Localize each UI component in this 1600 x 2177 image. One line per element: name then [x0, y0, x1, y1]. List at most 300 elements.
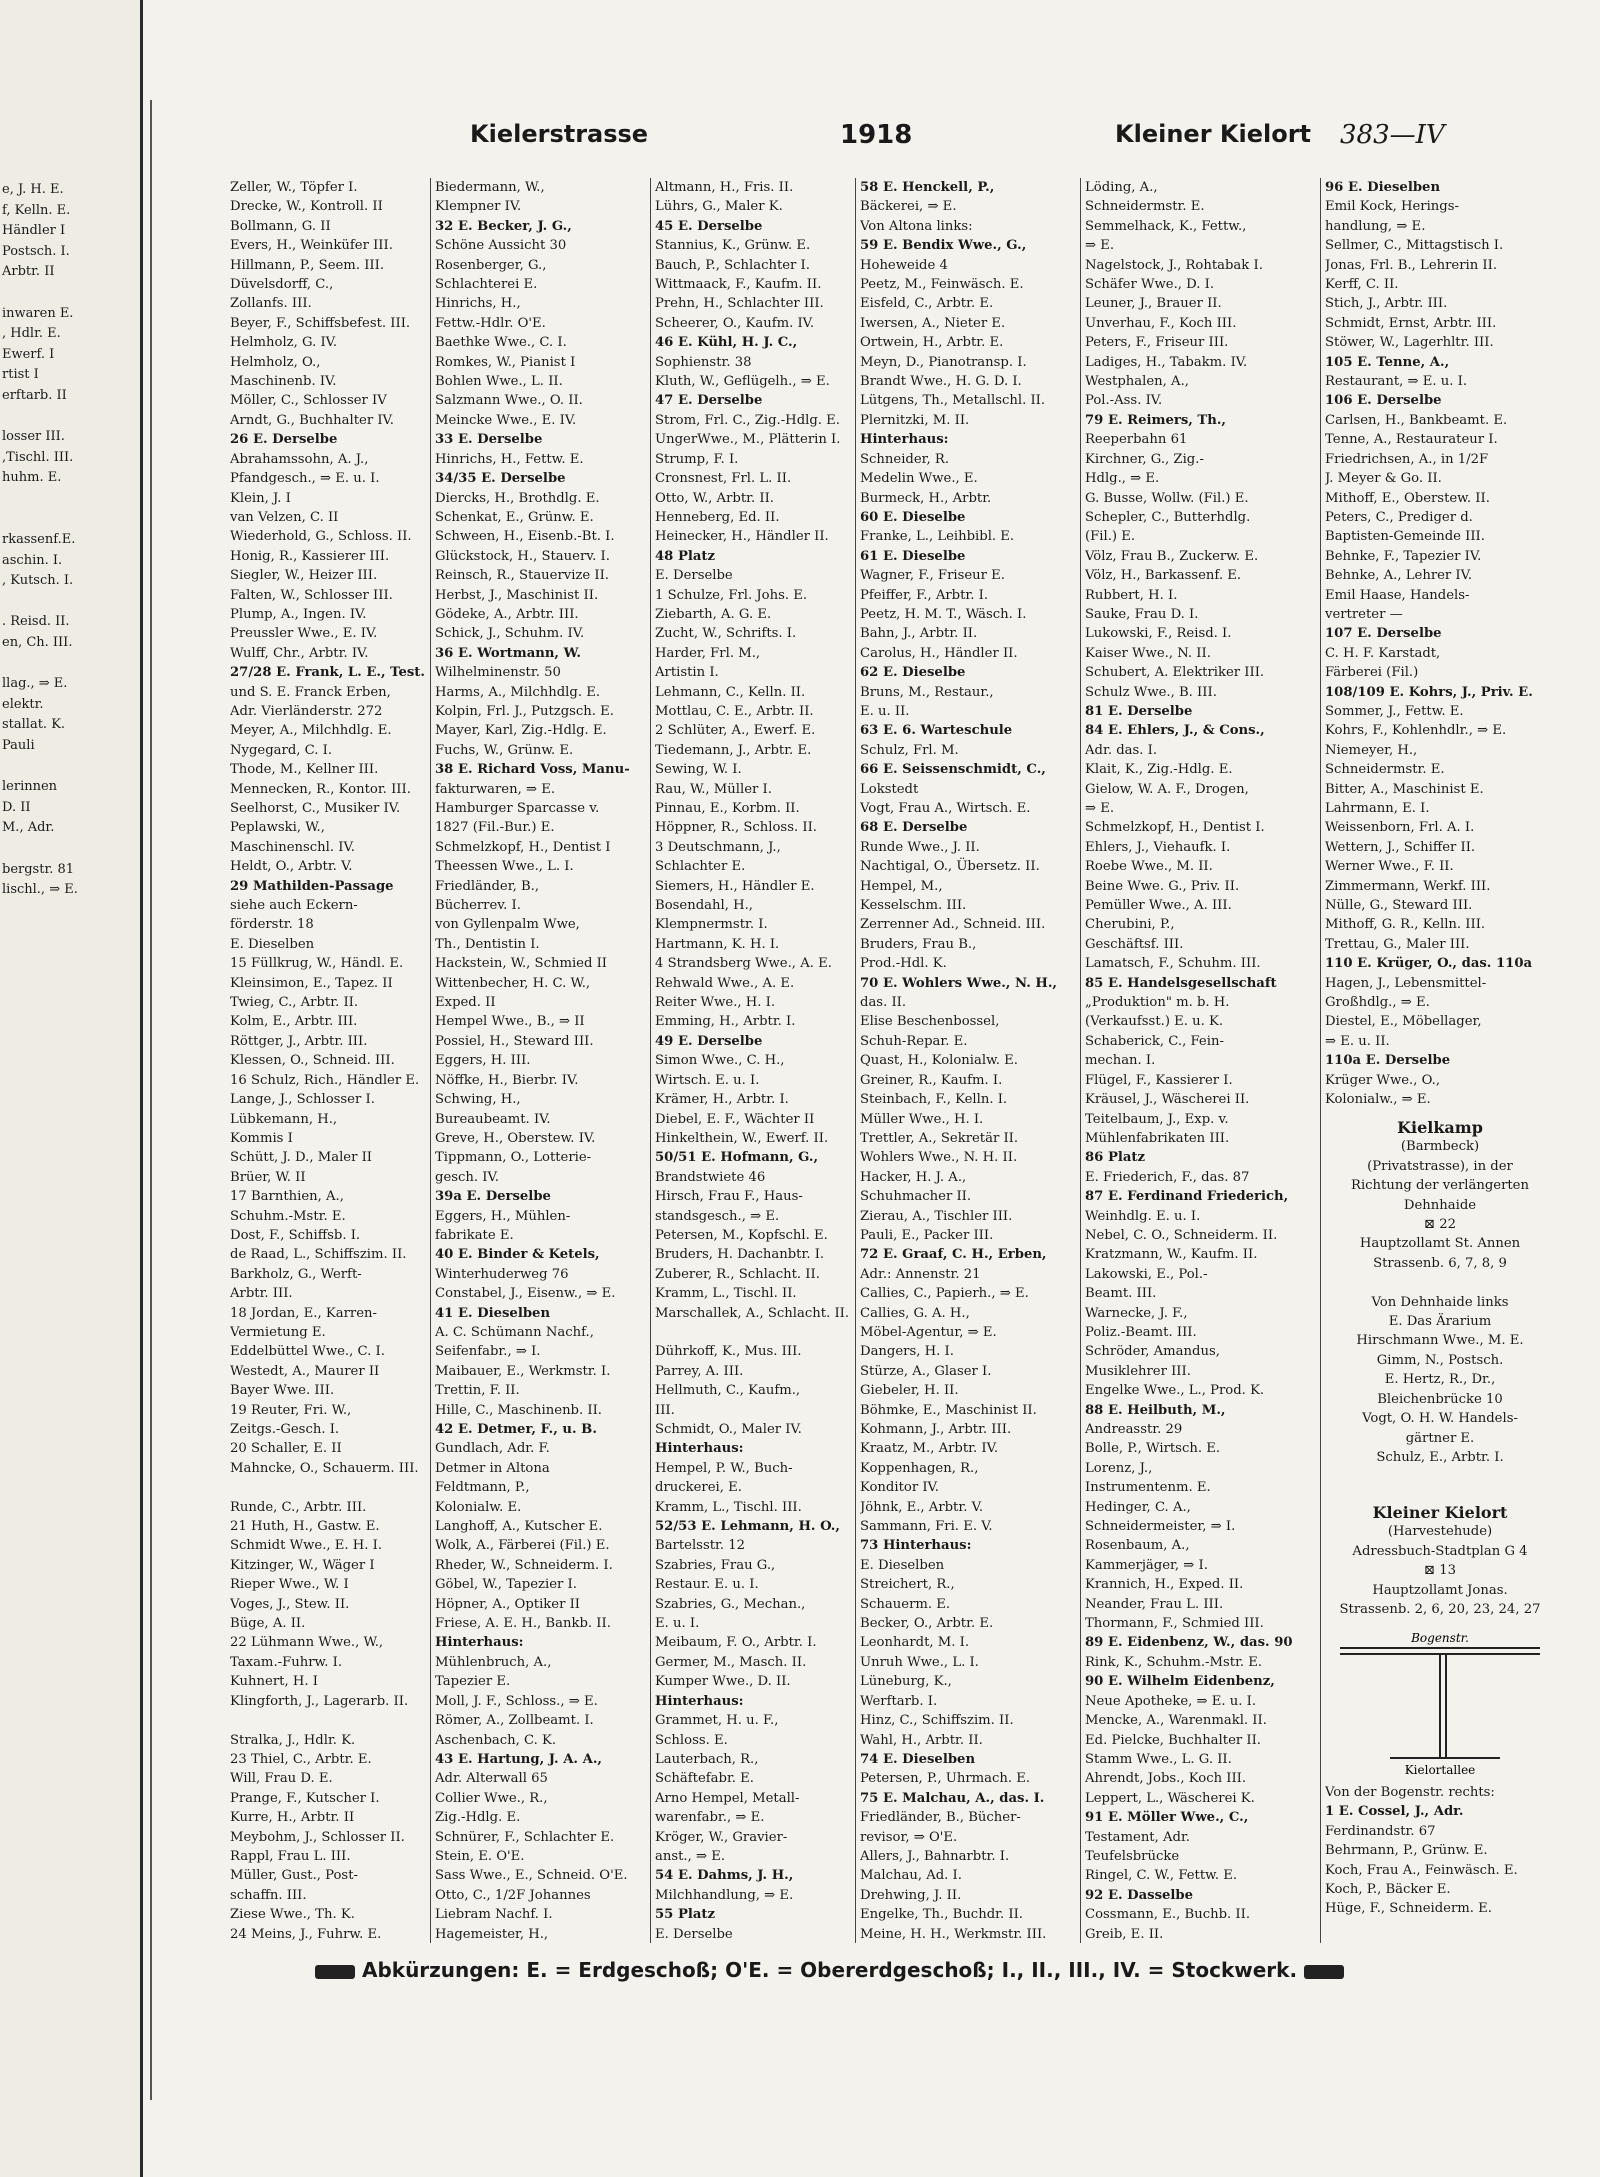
- previous-page-line: stallat. K.: [2, 717, 66, 733]
- directory-entry: 22 Lühmann Wwe., W.,: [230, 1635, 384, 1651]
- directory-entry: Maibauer, E., Werkmstr. I.: [435, 1363, 611, 1379]
- directory-entry: Arndt, G., Buchhalter IV.: [230, 412, 394, 428]
- directory-entry: Biedermann, W.,: [435, 180, 545, 195]
- directory-entry: 27/28 E. Frank, L. E., Test.: [230, 665, 425, 681]
- directory-entry: Hagemeister, H.,: [435, 1926, 549, 1942]
- directory-entry: mechan. I.: [1085, 1053, 1156, 1069]
- directory-entry: Siemers, H., Händler E.: [655, 878, 815, 894]
- directory-entry: Kammerjäger, ⇒ I.: [1085, 1557, 1208, 1573]
- directory-entry: J. Meyer & Go. II.: [1325, 471, 1442, 487]
- directory-entry: Salzmann Wwe., O. II.: [435, 393, 583, 409]
- directory-entry: Kraatz, M., Arbtr. IV.: [860, 1441, 999, 1457]
- directory-entry: Stralka, J., Hdlr. K.: [230, 1732, 356, 1748]
- directory-entry: Instrumentenm. E.: [1085, 1480, 1211, 1496]
- directory-entry: Drecke, W., Kontroll. II: [230, 199, 383, 215]
- directory-entry: Th., Dentistin I.: [435, 936, 540, 952]
- directory-entry: Kolonialw., ⇒ E.: [1325, 1092, 1431, 1108]
- directory-entry: 107 E. Derselbe: [1325, 626, 1442, 642]
- directory-entry: 26 E. Derselbe: [230, 432, 338, 448]
- directory-entry: Sommer, J., Fettw. E.: [1325, 703, 1464, 719]
- directory-entry: Ed. Pielcke, Buchhalter II.: [1085, 1732, 1261, 1748]
- directory-entry: Hagen, J., Lebensmittel-: [1325, 975, 1487, 991]
- directory-entry: Kesselschm. III.: [860, 898, 967, 914]
- directory-entry: 96 E. Dieselben: [1325, 180, 1441, 195]
- directory-entry: Reiter Wwe., H. I.: [655, 995, 776, 1011]
- directory-entry: 81 E. Derselbe: [1085, 703, 1193, 719]
- directory-entry: Lange, J., Schlosser I.: [230, 1092, 375, 1108]
- directory-entry: Steinbach, F., Kelln. I.: [860, 1092, 1008, 1108]
- directory-entry: Zimmermann, Werkf. III.: [1325, 878, 1491, 894]
- directory-entry: Gimm, N., Postsch.: [1376, 1352, 1504, 1368]
- directory-entry: Kohrs, F., Kohlenhdlr., ⇒ E.: [1325, 723, 1507, 739]
- previous-page-line: D. II: [2, 799, 31, 815]
- directory-entry: Mennecken, R., Kontor. III.: [230, 781, 411, 797]
- directory-entry: Reeperbahn 61: [1085, 432, 1188, 448]
- directory-entry: Hirschmann Wwe., M. E.: [1356, 1333, 1524, 1349]
- directory-entry: Wolk, A., Färberei (Fil.) E.: [435, 1538, 610, 1554]
- directory-entry: Kleiner Kielort: [1372, 1503, 1508, 1522]
- previous-page-line: [2, 407, 140, 428]
- directory-entry: Sophienstr. 38: [655, 354, 752, 370]
- directory-entry: Schneidermeister, ⇒ I.: [1085, 1519, 1236, 1535]
- directory-entry: förderstr. 18: [230, 917, 314, 933]
- directory-entry: Möller, C., Schlosser IV: [230, 393, 387, 409]
- directory-entry: Gödeke, A., Arbtr. III.: [435, 606, 579, 622]
- directory-entry: Hamburger Sparcasse v.: [435, 801, 600, 816]
- directory-entry: Kohmann, J., Arbtr. III.: [860, 1422, 1012, 1437]
- column-divider: [1080, 178, 1081, 1943]
- directory-entry: siehe auch Eckern-: [230, 898, 358, 914]
- directory-entry: Becker, O., Arbtr. E.: [860, 1616, 994, 1632]
- directory-entry: Ziese Wwe., Th. K.: [230, 1907, 355, 1923]
- directory-entry: Evers, H., Weinküfer III.: [230, 238, 393, 254]
- directory-entry: Seelhorst, C., Musiker IV.: [230, 801, 401, 816]
- directory-entry: Kommis I: [230, 1130, 293, 1146]
- directory-entry: Glückstock, H., Stauerv. I.: [435, 548, 610, 564]
- directory-entry: Klein, J. I: [230, 490, 291, 506]
- directory-entry: Wulff, Chr., Arbtr. IV.: [230, 645, 369, 661]
- directory-entry: Krüger Wwe., O.,: [1325, 1072, 1441, 1088]
- directory-entry: Hacker, H. J. A.,: [860, 1169, 967, 1185]
- directory-entry: 84 E. Ehlers, J., & Cons.,: [1085, 723, 1265, 739]
- directory-entry: das. II.: [860, 995, 907, 1011]
- directory-entry: Cherubini, P.,: [1085, 917, 1175, 933]
- directory-entry: Artistin I.: [655, 665, 719, 681]
- directory-entry: Preussler Wwe., E. IV.: [230, 626, 378, 642]
- directory-entry: Löding, A.,: [1085, 180, 1158, 195]
- directory-entry: Runde Wwe., J. II.: [860, 839, 980, 855]
- directory-entry: 50/51 E. Hofmann, G.,: [655, 1150, 819, 1166]
- directory-entry: Sammann, Fri. E. V.: [860, 1519, 993, 1535]
- directory-entry: Bohlen Wwe., L. II.: [435, 374, 563, 390]
- directory-entry: 68 E. Derselbe: [860, 820, 968, 836]
- directory-entry: 39a E. Derselbe: [435, 1189, 551, 1205]
- directory-entry: Höpner, A., Optiker II: [435, 1596, 580, 1612]
- previous-page-line: elektr.: [2, 696, 44, 712]
- directory-entry: Engelke Wwe., L., Prod. K.: [1085, 1383, 1265, 1399]
- directory-entry: Strom, Frl. C., Zig.-Hdlg. E.: [655, 412, 840, 428]
- directory-entry: 55 Platz: [655, 1907, 715, 1923]
- directory-entry: Adr.: Annenstr. 21: [860, 1266, 981, 1282]
- previous-page-line: . Reisd. II.: [2, 614, 70, 630]
- directory-entry: Falten, W., Schlosser III.: [230, 587, 393, 603]
- directory-entry: 15 Füllkrug, W., Händl. E.: [230, 956, 404, 972]
- previous-page-line: [2, 510, 140, 531]
- directory-entry: Nöffke, H., Bierbr. IV.: [435, 1072, 579, 1088]
- directory-entry: Petersen, M., Kopfschl. E.: [655, 1227, 828, 1243]
- directory-entry: Römer, A., Zollbeamt. I.: [435, 1713, 594, 1729]
- directory-entry: Koppenhagen, R.,: [860, 1460, 979, 1476]
- directory-entry: Schäftefabr. E.: [655, 1771, 755, 1787]
- directory-entry: Liebram Nachf. I.: [435, 1907, 553, 1923]
- directory-entry: 49 E. Derselbe: [655, 1033, 763, 1049]
- directory-entry: Schubert, A. Elektriker III.: [1085, 665, 1265, 681]
- directory-entry: Hdlg., ⇒ E.: [1085, 471, 1160, 487]
- directory-entry: Mühlenbruch, A.,: [435, 1654, 552, 1670]
- directory-entry: C. H. F. Karstadt,: [1325, 645, 1441, 661]
- directory-entry: Rappl, Frau L. III.: [230, 1848, 351, 1864]
- directory-entry: Winterhuderweg 76: [435, 1266, 569, 1282]
- directory-entry: Hempel, M.,: [860, 878, 943, 894]
- directory-entry: 110a E. Derselbe: [1325, 1053, 1451, 1069]
- directory-entry: Hauptzollamt Jonas.: [1372, 1582, 1508, 1598]
- directory-entry: anst., ⇒ E.: [655, 1848, 726, 1864]
- directory-entry: gärtner E.: [1405, 1430, 1475, 1446]
- directory-entry: Dehnhaide: [1403, 1197, 1477, 1213]
- directory-entry: 36 E. Wortmann, W.: [435, 645, 581, 661]
- directory-entry: 92 E. Dasselbe: [1085, 1887, 1194, 1903]
- header-page-number: 383—IV: [1340, 120, 1445, 150]
- directory-entry: Hirsch, Frau F., Haus-: [655, 1189, 803, 1205]
- directory-entry: Wohlers Wwe., N. H. II.: [860, 1150, 1018, 1166]
- directory-entry: Neander, Frau L. III.: [1085, 1596, 1224, 1612]
- directory-entry: Beamt. III.: [1085, 1286, 1157, 1302]
- directory-entry: 46 E. Kühl, H. J. C.,: [655, 335, 798, 351]
- directory-entry: Emming, H., Arbtr. I.: [655, 1014, 796, 1030]
- directory-entry: schaffn. III.: [230, 1887, 307, 1903]
- directory-entry: Kitzinger, W., Wäger I: [230, 1557, 375, 1573]
- directory-entry: Testament, Adr.: [1085, 1829, 1191, 1845]
- directory-entry: Ehlers, J., Viehaufk. I.: [1085, 839, 1231, 855]
- directory-entry: Schneidermstr. E.: [1325, 762, 1445, 778]
- directory-entry: Ahrendt, Jobs., Koch III.: [1085, 1771, 1247, 1787]
- abbreviations-footer: [315, 1958, 1465, 1988]
- previous-page-line: [2, 283, 140, 304]
- directory-entry: 61 E. Dieselbe: [860, 548, 966, 564]
- directory-entry: Plernitzki, M. II.: [860, 412, 970, 428]
- column-divider: [650, 178, 651, 1943]
- directory-entry: Ortwein, H., Arbtr. E.: [860, 335, 1004, 351]
- directory-entry: Kramm, L., Tischl. III.: [655, 1499, 802, 1515]
- directory-entry: Feldtmann, P.,: [435, 1480, 530, 1496]
- directory-entry: Wittenbecher, H. C. W.,: [435, 975, 591, 991]
- previous-page-line: huhm. E.: [2, 470, 62, 486]
- previous-page-line: en, Ch. III.: [2, 635, 73, 651]
- directory-entry: Carlsen, H., Bankbeamt. E.: [1325, 412, 1508, 428]
- directory-entry: Hempel, P. W., Buch-: [655, 1460, 793, 1476]
- directory-entry: Poliz.-Beamt. III.: [1085, 1324, 1197, 1340]
- directory-columns: [230, 178, 1560, 1943]
- directory-entry: Mencke, A., Warenmakl. II.: [1085, 1713, 1267, 1729]
- directory-entry: (Barmbeck): [1400, 1139, 1480, 1155]
- directory-entry: Otto, C., 1/2F Johannes: [435, 1887, 591, 1903]
- directory-entry: Kielkamp: [1397, 1118, 1483, 1137]
- directory-entry: Lahrmann, E. I.: [1325, 801, 1430, 816]
- directory-entry: 105 E. Tenne, A.,: [1325, 354, 1450, 370]
- column-divider: [1320, 178, 1321, 1943]
- directory-entry: ⊠ 13: [1423, 1563, 1457, 1579]
- directory-entry: Meyn, D., Pianotransp. I.: [860, 354, 1027, 370]
- directory-entry: Elise Beschenbossel,: [860, 1014, 1000, 1030]
- directory-entry: Wettern, J., Schiffer II.: [1325, 839, 1476, 855]
- directory-entry: Zierau, A., Tischler III.: [860, 1208, 1013, 1224]
- directory-entry: Großhdlg., ⇒ E.: [1325, 995, 1430, 1011]
- directory-entry: Unverhau, F., Koch III.: [1085, 315, 1237, 331]
- directory-entry: Böhmke, E., Maschinist II.: [860, 1402, 1037, 1418]
- directory-entry: Hinrichs, H.,: [435, 296, 521, 312]
- directory-entry: Kumper Wwe., D. II.: [655, 1674, 791, 1690]
- directory-entry: Friedländer, B., Bücher-: [860, 1810, 1021, 1826]
- directory-entry: Sellmer, C., Mittagstisch I.: [1325, 238, 1504, 254]
- directory-entry: Schnürer, F., Schlachter E.: [435, 1829, 615, 1845]
- directory-entry: Bauch, P., Schlachter I.: [655, 257, 810, 273]
- directory-entry: 1 Schulze, Frl. Johs. E.: [655, 587, 808, 603]
- directory-entry: Weissenborn, Frl. A. I.: [1325, 820, 1475, 836]
- directory-entry: Moll, J. F., Schloss., ⇒ E.: [435, 1693, 598, 1709]
- directory-entry: Hoheweide 4: [860, 257, 948, 273]
- header-street-left: Kielerstrasse: [470, 120, 649, 148]
- directory-entry: Kaiser Wwe., N. II.: [1085, 645, 1211, 661]
- directory-entry: Schuhmacher II.: [860, 1189, 972, 1205]
- directory-entry: E. Friederich, F., das. 87: [1085, 1169, 1250, 1185]
- directory-entry: Roebe Wwe., M. II.: [1085, 859, 1213, 875]
- directory-entry: Schwing, H.,: [435, 1092, 521, 1108]
- directory-entry: 60 E. Dieselbe: [860, 509, 966, 525]
- directory-entry: Pauli, E., Packer III.: [860, 1227, 994, 1243]
- directory-entry: 42 E. Detmer, F., u. B.: [435, 1422, 597, 1437]
- directory-entry: Schepler, C., Butterhdlg.: [1085, 509, 1251, 525]
- directory-entry: Teitelbaum, J., Exp. v.: [1085, 1111, 1229, 1127]
- directory-entry: Eisfeld, C., Arbtr. E.: [860, 296, 994, 312]
- directory-entry: warenfabr., ⇒ E.: [655, 1810, 765, 1826]
- directory-entry: Possiel, H., Steward III.: [435, 1033, 594, 1049]
- directory-entry: von Gyllenpalm Wwe,: [435, 917, 580, 933]
- directory-entry: Klait, K., Zig.-Hdlg. E.: [1085, 762, 1233, 778]
- column-3: [655, 178, 850, 1943]
- directory-entry: Helmholz, G. IV.: [230, 335, 338, 351]
- directory-entry: Bureaubeamt. IV.: [435, 1111, 551, 1127]
- directory-entry: Geschäftsf. III.: [1085, 936, 1184, 952]
- directory-entry: Bosendahl, H.,: [655, 898, 753, 914]
- directory-entry: Hüge, F., Schneiderm. E.: [1325, 1901, 1492, 1917]
- directory-entry: Honig, R., Kassierer III.: [230, 548, 390, 564]
- directory-entry: (Verkaufsst.) E. u. K.: [1085, 1014, 1224, 1030]
- directory-entry: Peplawski, W.,: [230, 820, 325, 836]
- directory-entry: Taxam.-Fuhrw. I.: [230, 1654, 343, 1670]
- map-label-kielortallee: Kielortallee: [1404, 1763, 1476, 1777]
- directory-entry: Carolus, H., Händler II.: [860, 645, 1018, 661]
- header-street-right: Kleiner Kielort: [1115, 120, 1312, 148]
- kleiner-kielort-entries: [1325, 1783, 1560, 1943]
- directory-entry: Meibaum, F. O., Arbtr. I.: [655, 1635, 817, 1651]
- directory-entry: Mayer, Karl, Zig.-Hdlg. E.: [435, 723, 607, 739]
- previous-page-line: [2, 592, 140, 613]
- directory-entry: Meybohm, J., Schlosser II.: [230, 1829, 405, 1845]
- directory-entry: 1 E. Cossel, J., Adr.: [1325, 1804, 1464, 1820]
- column-6: [1325, 178, 1555, 1108]
- previous-page-line: erftarb. II: [2, 387, 67, 403]
- directory-entry: de Raad, L., Schiffszim. II.: [230, 1247, 407, 1263]
- directory-entry: Trettler, A., Sekretär II.: [860, 1130, 1019, 1146]
- directory-entry: 47 E. Derselbe: [655, 393, 763, 409]
- directory-entry: 34/35 E. Derselbe: [435, 471, 566, 487]
- directory-entry: Otto, W., Arbtr. II.: [655, 490, 774, 506]
- directory-entry: 45 E. Derselbe: [655, 218, 763, 234]
- directory-entry: Kerff, C. II.: [1325, 277, 1399, 293]
- directory-entry: ⇒ E.: [1085, 238, 1115, 254]
- directory-entry: Adr. Vierländerstr. 272: [230, 703, 383, 719]
- directory-entry: Kirchner, G., Zig.-: [1085, 451, 1204, 467]
- previous-page-line: Pauli: [2, 738, 35, 754]
- directory-entry: Lakowski, E., Pol.-: [1085, 1266, 1208, 1282]
- directory-entry: Ferdinandstr. 67: [1325, 1823, 1436, 1839]
- directory-entry: Neue Apotheke, ⇒ E. u. I.: [1085, 1693, 1257, 1709]
- previous-page-line: Postsch. I.: [2, 243, 70, 259]
- directory-entry: Maschinenb. IV.: [230, 374, 337, 390]
- directory-entry: Zollanfs. III.: [230, 296, 312, 312]
- directory-entry: Adressbuch-Stadtplan G 4: [1352, 1543, 1528, 1559]
- abbreviations-text: Abkürzungen: E. = Erdgeschoß; O'E. = Obererdgeschoß; I., II., III., IV. = Stockwerk.: [361, 1958, 1298, 1982]
- directory-entry: 48 Platz: [655, 548, 715, 564]
- directory-entry: Dührkoff, K., Mus. III.: [655, 1344, 802, 1360]
- previous-page-line: [2, 839, 140, 860]
- directory-entry: Adr. das. I.: [1085, 742, 1158, 758]
- directory-entry: 89 E. Eidenbenz, W., das. 90: [1085, 1635, 1293, 1651]
- directory-entry: gesch. IV.: [435, 1169, 499, 1185]
- directory-entry: Rink, K., Schuhm.-Mstr. E.: [1085, 1654, 1263, 1670]
- directory-entry: Hinkelthein, W., Ewerf. II.: [655, 1130, 829, 1146]
- directory-entry: Prange, F., Kutscher I.: [230, 1790, 380, 1806]
- column-4: [860, 178, 1075, 1943]
- directory-entry: Ringel, C. W., Fettw. E.: [1085, 1868, 1238, 1884]
- previous-page-line: bergstr. 81: [2, 861, 75, 877]
- directory-entry: 106 E. Derselbe: [1325, 393, 1442, 409]
- directory-entry: Schween, H., Eisenb.-Bt. I.: [435, 529, 615, 545]
- directory-entry: 17 Barnthien, A.,: [230, 1189, 344, 1205]
- directory-entry: Kramm, L., Tischl. II.: [655, 1286, 797, 1302]
- directory-entry: Klempnermstr. I.: [655, 917, 768, 933]
- directory-entry: Bleichenbrücke 10: [1377, 1391, 1503, 1407]
- directory-entry: „Produktion" m. b. H.: [1085, 995, 1230, 1011]
- directory-entry: Weinhdlg. E. u. I.: [1085, 1208, 1201, 1224]
- directory-entry: Peetz, H. M. T., Wäsch. I.: [860, 606, 1027, 622]
- directory-entry: Meyer, A., Milchhdlg. E.: [230, 723, 392, 739]
- directory-entry: Tenne, A., Restaurateur I.: [1325, 432, 1498, 448]
- previous-page-line: rkassenf.E.: [2, 532, 76, 548]
- directory-entry: Müller Wwe., H. I.: [860, 1111, 984, 1127]
- directory-entry: Leuner, J., Brauer II.: [1085, 296, 1222, 312]
- directory-entry: Sauke, Frau D. I.: [1085, 606, 1199, 622]
- directory-entry: Voges, J., Stew. II.: [230, 1596, 350, 1612]
- directory-entry: Von der Bogenstr. rechts:: [1325, 1785, 1495, 1800]
- directory-entry: Mahncke, O., Schauerm. III.: [230, 1460, 419, 1476]
- directory-entry: Pemüller Wwe., A. III.: [1085, 898, 1232, 914]
- directory-entry: Adr. Alterwall 65: [435, 1771, 548, 1787]
- directory-entry: 40 E. Binder & Ketels,: [435, 1247, 600, 1263]
- directory-entry: Strassenb. 6, 7, 8, 9: [1373, 1255, 1507, 1271]
- directory-entry: Bolle, P., Wirtsch. E.: [1085, 1441, 1221, 1457]
- directory-entry: Werftarb. I.: [860, 1693, 938, 1709]
- directory-entry: Romkes, W., Pianist I: [435, 354, 576, 370]
- directory-entry: Mühlenfabrikaten III.: [1085, 1130, 1230, 1146]
- directory-entry: Zeitgs.-Gesch. I.: [230, 1422, 340, 1437]
- directory-entry: Diebel, E. F., Wächter II: [655, 1111, 815, 1127]
- directory-entry: 16 Schulz, Rich., Händler E.: [230, 1072, 420, 1088]
- directory-entry: Pfandgesch., ⇒ E. u. I.: [230, 471, 380, 487]
- directory-entry: Vogt, Frau A., Wirtsch. E.: [860, 801, 1031, 816]
- directory-entry: Behnke, A., Lehrer IV.: [1325, 568, 1473, 584]
- directory-entry: Emil Haase, Handels-: [1325, 587, 1470, 603]
- directory-entry: Krämer, H., Arbtr. I.: [655, 1092, 789, 1108]
- directory-entry: Cossmann, E., Buchb. II.: [1085, 1907, 1251, 1923]
- directory-entry: Lührs, G., Maler K.: [655, 199, 783, 215]
- directory-entry: Medelin Wwe., E.: [860, 471, 978, 487]
- directory-entry: Diercks, H., Brothdlg. E.: [435, 490, 600, 506]
- directory-entry: Gielow, W. A. F., Drogen,: [1085, 781, 1249, 797]
- directory-entry: Lütgens, Th., Metallschl. II.: [860, 393, 1046, 409]
- directory-entry: E. Dieselben: [230, 936, 315, 952]
- directory-entry: Behnke, F., Tapezier IV.: [1325, 548, 1482, 564]
- directory-entry: Drehwing, J. II.: [860, 1887, 962, 1903]
- directory-entry: Leonhardt, M. I.: [860, 1635, 970, 1651]
- directory-entry: Lamatsch, F., Schuhm. III.: [1085, 956, 1261, 972]
- directory-entry: revisor, ⇒ O'E.: [860, 1829, 958, 1845]
- directory-entry: Dangers, H. I.: [860, 1344, 954, 1360]
- previous-page-line: f, Kelln. E.: [2, 202, 71, 218]
- directory-entry: Stein, E. O'E.: [435, 1848, 525, 1864]
- directory-entry: Milchhandlung, ⇒ E.: [655, 1887, 794, 1903]
- directory-entry: Kolm, E., Arbtr. III.: [230, 1014, 358, 1030]
- directory-entry: Kuhnert, H. I: [230, 1674, 318, 1690]
- directory-entry: Lokstedt: [860, 781, 919, 797]
- directory-entry: Peetz, M., Feinwäsch. E.: [860, 277, 1024, 293]
- directory-entry: Nülle, G., Steward III.: [1325, 898, 1473, 914]
- directory-entry: Abrahamssohn, A. J.,: [230, 451, 369, 467]
- directory-entry: Schenkat, E., Grünw. E.: [435, 509, 594, 525]
- directory-entry: Fettw.-Hdlr. O'E.: [435, 315, 546, 331]
- directory-entry: Lauterbach, R.,: [655, 1751, 759, 1767]
- directory-entry: Allers, J., Bahnarbtr. I.: [860, 1848, 1010, 1864]
- directory-entry: Pinnau, E., Korbm. II.: [655, 801, 800, 816]
- directory-entry: A. C. Schümann Nachf.,: [435, 1324, 594, 1340]
- directory-entry: Greve, H., Oberstew. IV.: [435, 1130, 596, 1146]
- directory-entry: Schlachterei E.: [435, 277, 538, 293]
- directory-entry: Zig.-Hdlg. E.: [435, 1810, 521, 1826]
- directory-entry: Hedinger, C. A.,: [1085, 1499, 1191, 1515]
- directory-entry: Friedländer, B.,: [435, 878, 540, 894]
- directory-entry: Giebeler, H. II.: [860, 1383, 959, 1399]
- header-year: 1918: [840, 120, 913, 150]
- directory-entry: Färberei (Fil.): [1325, 665, 1419, 681]
- previous-page-line: , Kutsch. I.: [2, 573, 74, 589]
- previous-page-line: [2, 654, 140, 675]
- directory-entry: Tapezier E.: [435, 1674, 511, 1690]
- directory-entry: Schlachter E.: [655, 859, 746, 875]
- directory-entry: E. Derselbe: [655, 1926, 733, 1942]
- directory-entry: Kräusel, J., Wäscherei II.: [1085, 1092, 1250, 1108]
- directory-entry: Brandt Wwe., H. G. D. I.: [860, 374, 1022, 390]
- directory-entry: 88 E. Heilbuth, M.,: [1085, 1402, 1226, 1418]
